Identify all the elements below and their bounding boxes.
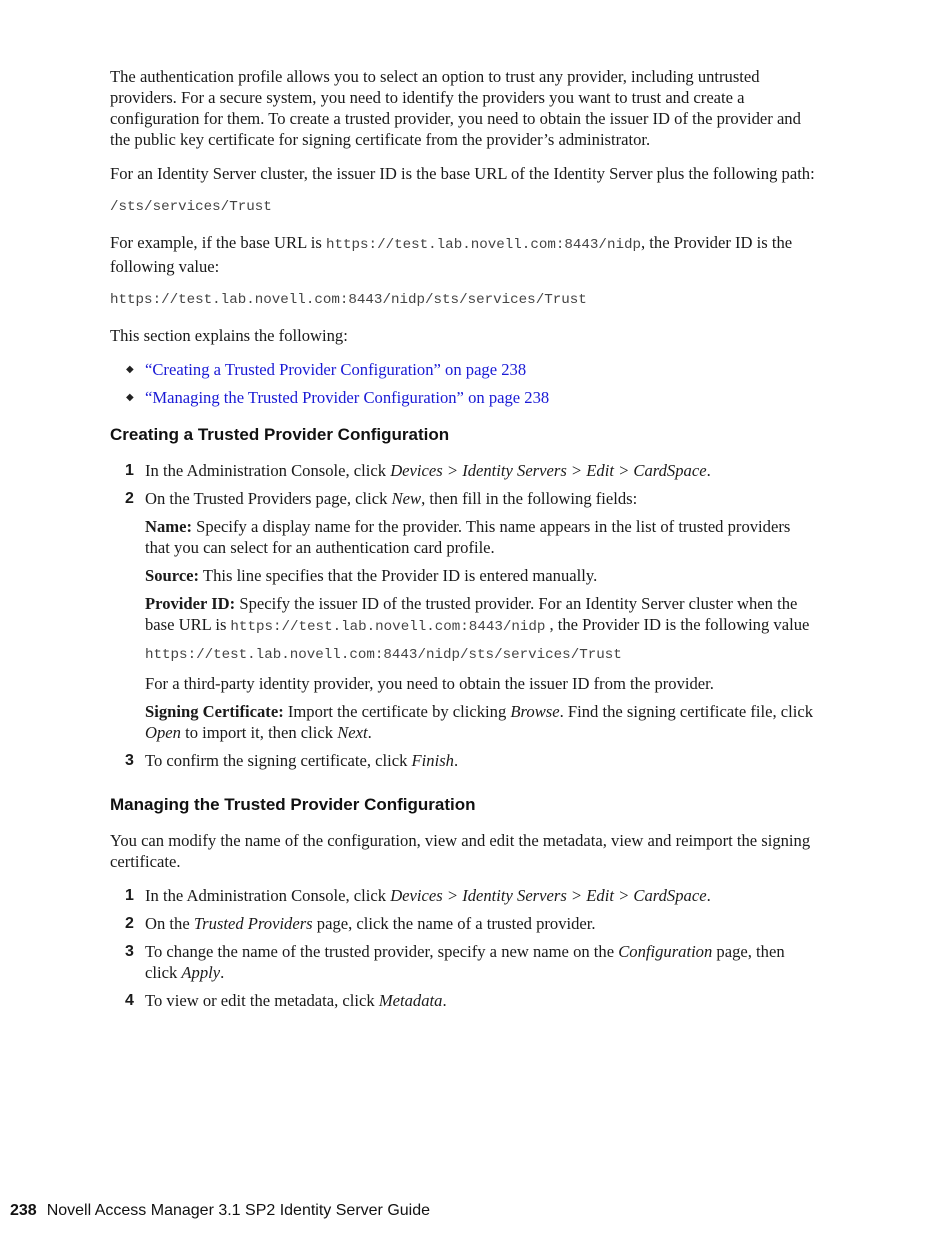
document-page [110, 66, 815, 1018]
step-number: 3 [125, 943, 134, 960]
field-signing-cert-desc: Signing Certificate: Import the certificate by clicking Browse. Find the signing certificate file, click Open to import it, then click Next. [145, 702, 814, 742]
field-name-desc: Name: Specify a display name for the provider. This name appears in the list of trusted providers that you can select for an authentication card profile. [145, 517, 791, 557]
step-number: 4 [125, 992, 134, 1009]
base-url-code: https://test.lab.novell.com:8443/nidp [230, 619, 546, 635]
cluster-paragraph: For an Identity Server cluster, the issuer ID is the base URL of the Identity Server plus the following path: [110, 164, 815, 183]
step-number: 3 [125, 752, 134, 769]
base-url-code: https://test.lab.novell.com:8443/nidp [325, 237, 641, 253]
step-number: 1 [125, 462, 134, 479]
step-item: 2 On the Trusted Providers page, click New, then fill in the following fields: Name: Specify a display name for the provider. This name appears in the list of trusted providers that you can select for an authentication card profile. Source: This line specifies that the Provider ID is entered manually. Provider ID: Specify the issuer ID of the trusted provider. For an Identity Server cluster when the base URL is https://test.lab.novell.com:8443/nidp , the Provider ID is the following value https://test.lab.novell.com:8443/nidp/sts/services/Trust For a third-party identity provider, you need to obtain the issuer ID from the provider. Signing Certificate: Import the certificate by clicking Browse. Find the signing certificate file, click Open to import it, then click Next. [125, 489, 814, 742]
step-number: 1 [125, 887, 134, 904]
list-item [110, 359, 815, 380]
link-creating-config[interactable]: “Creating a Trusted Provider Configuration” on page 238 [145, 360, 527, 379]
managing-intro: You can modify the name of the configuration, view and edit the metadata, view and reimport the signing certificate. [110, 831, 811, 871]
creating-steps [110, 460, 815, 771]
step-item: 2 On the Trusted Providers page, click the name of a trusted provider. [125, 914, 596, 933]
step-item: 3 To confirm the signing certificate, click Finish. [125, 751, 459, 770]
step-item: 1 In the Administration Console, click Devices > Identity Servers > Edit > CardSpace. [125, 886, 711, 905]
page-number: 238 [10, 1202, 37, 1219]
field-provider-id-desc: Provider ID: Specify the issuer ID of the trusted provider. For an Identity Server cluster when the base URL is https://test.lab.novell.com:8443/nidp , the Provider ID is the following value [145, 594, 810, 635]
section-links [110, 359, 815, 408]
third-party-note: For a third-party identity provider, you need to obtain the issuer ID from the provider. [145, 674, 714, 693]
path-code: /sts/services/Trust [110, 199, 272, 215]
field-source-desc: Source: This line specifies that the Provider ID is entered manually. [145, 566, 598, 585]
section-heading-creating: Creating a Trusted Provider Configuration [110, 425, 450, 444]
provider-id-code: https://test.lab.novell.com:8443/nidp/sts/services/Trust [145, 647, 622, 663]
provider-id-code: https://test.lab.novell.com:8443/nidp/sts/services/Trust [110, 292, 587, 308]
link-managing-config[interactable]: “Managing the Trusted Provider Configuration” on page 238 [145, 388, 550, 407]
step-item: 3 To change the name of the trusted provider, specify a new name on the Configuration page, then click Apply. [125, 942, 785, 982]
step-item: 1 In the Administration Console, click Devices > Identity Servers > Edit > CardSpace. [125, 461, 711, 480]
section-explains: This section explains the following: [110, 326, 348, 345]
step-number: 2 [125, 490, 134, 507]
intro-paragraph: The authentication profile allows you to select an option to trust any provider, including untrusted providers. For a secure system, you need to identify the providers you want to trust and create a configuration for them. To create a trusted provider, you need to obtain the issuer ID of the provider and the public key certificate for signing certificate from the provider’s administrator. [110, 67, 801, 149]
step-number: 2 [125, 915, 134, 932]
diamond-bullet-icon: ◆ [126, 364, 134, 375]
section-heading-managing: Managing the Trusted Provider Configuration [110, 795, 476, 814]
step-item: 4 To view or edit the metadata, click Metadata. [125, 991, 447, 1010]
diamond-bullet-icon: ◆ [126, 392, 134, 403]
list-item [110, 387, 815, 408]
page-footer [10, 1202, 430, 1220]
example-paragraph: For example, if the base URL is https://test.lab.novell.com:8443/nidp, the Provider ID is the following value: [110, 233, 793, 276]
book-title: Novell Access Manager 3.1 SP2 Identity Server Guide [46, 1202, 431, 1219]
managing-steps [110, 885, 815, 1011]
